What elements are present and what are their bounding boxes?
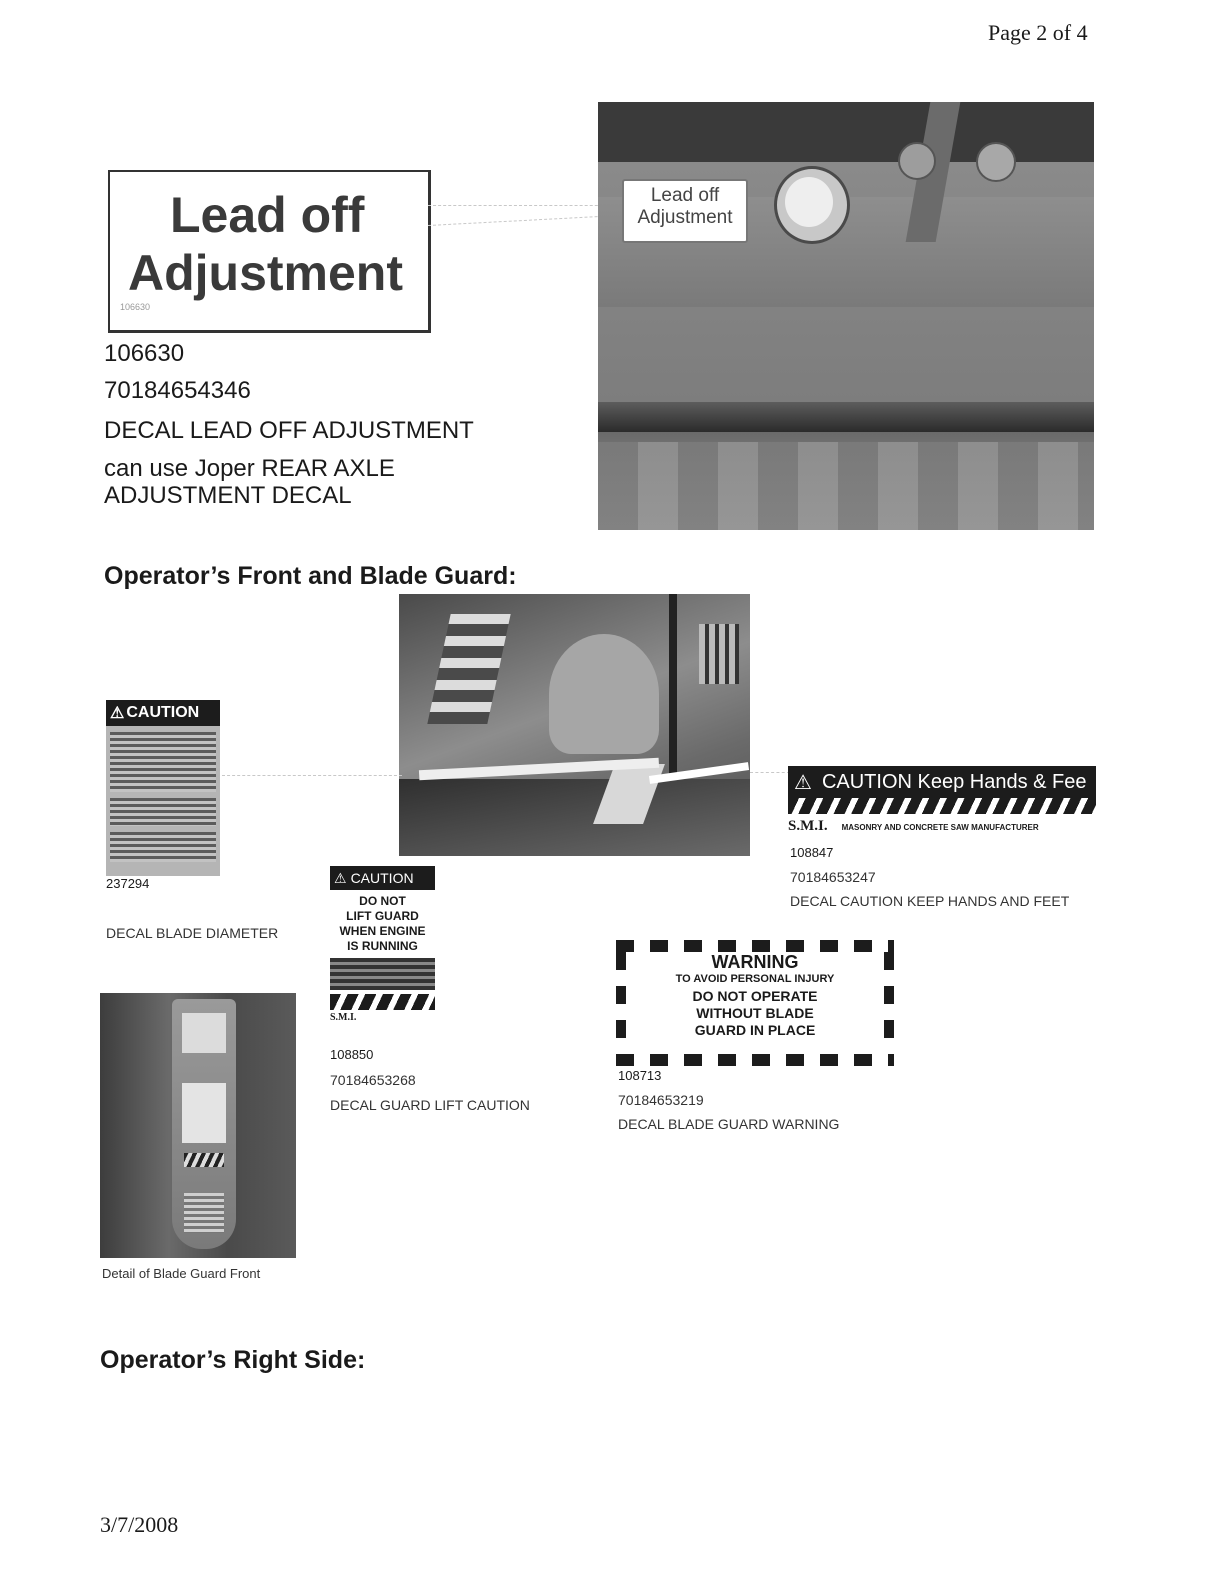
- blade-guard-warning-decal: [616, 940, 894, 1066]
- blade-guard-warning-upc: 70184653219: [618, 1092, 704, 1108]
- lead-off-photo-label-line2: Adjustment: [637, 207, 733, 228]
- guard-lift-upc: 70184653268: [330, 1072, 416, 1088]
- guard-lift-part-number: 108850: [330, 1047, 374, 1062]
- blade-guard-warning-line3: WITHOUT BLADE: [696, 1005, 814, 1021]
- section-title-right: Operator’s Right Side:: [100, 1346, 366, 1374]
- warning-triangle-icon: ⚠: [110, 705, 125, 722]
- keep-hands-brand: S.M.I.: [788, 818, 828, 834]
- guard-lift-line3: WHEN ENGINE: [339, 924, 426, 938]
- blade-diameter-decal: [106, 700, 220, 876]
- lead-off-photo-label-line1: Lead off: [650, 185, 720, 206]
- blade-diameter-part-number: 237294: [106, 876, 150, 891]
- keep-hands-upc: 70184653247: [790, 869, 876, 885]
- lead-off-note-line2: ADJUSTMENT DECAL: [104, 482, 352, 509]
- lead-off-part-number: 106630: [104, 340, 185, 367]
- guard-lift-decal: [330, 866, 435, 1044]
- keep-hands-description: DECAL CAUTION KEEP HANDS AND FEET: [790, 893, 1070, 909]
- blade-guard-photo: [399, 594, 750, 856]
- blade-guard-detail-photo: [100, 993, 296, 1258]
- keep-hands-decal-header: CAUTION Keep Hands & Fee: [821, 770, 1087, 793]
- lead-off-decal: [108, 170, 431, 333]
- blade-guard-warning-line2: DO NOT OPERATE: [692, 988, 818, 1004]
- lead-off-decal-line1: Lead off: [170, 187, 365, 243]
- warning-triangle-icon: ⚠: [794, 771, 812, 794]
- lead-off-upc: 70184654346: [104, 377, 251, 404]
- guard-lift-brand: S.M.I.: [330, 1012, 357, 1023]
- warning-triangle-icon: ⚠: [334, 869, 347, 886]
- blade-diameter-description: DECAL BLADE DIAMETER: [106, 925, 279, 941]
- guard-lift-decal-header: CAUTION: [350, 870, 414, 886]
- blade-guard-warning-description: DECAL BLADE GUARD WARNING: [618, 1116, 840, 1132]
- lead-off-description: DECAL LEAD OFF ADJUSTMENT: [104, 417, 474, 444]
- keep-hands-decal: [788, 766, 1096, 840]
- blade-guard-detail-caption: Detail of Blade Guard Front: [102, 1266, 261, 1281]
- keep-hands-maker: MASONRY AND CONCRETE SAW MANUFACTURER: [841, 823, 1039, 832]
- lead-off-decal-small: 106630: [120, 302, 151, 312]
- lead-off-note-line1: can use Joper REAR AXLE: [104, 455, 395, 482]
- guard-lift-line1: DO NOT: [359, 894, 406, 908]
- blade-guard-warning-title: WARNING: [711, 952, 799, 972]
- lead-off-decal-line2: Adjustment: [128, 245, 403, 301]
- lead-off-photo: [598, 102, 1094, 530]
- page-number: Page 2 of 4: [988, 20, 1088, 45]
- blade-guard-warning-part-number: 108713: [618, 1068, 662, 1083]
- blade-guard-warning-line4: GUARD IN PLACE: [694, 1022, 816, 1038]
- guard-lift-description: DECAL GUARD LIFT CAUTION: [330, 1097, 530, 1113]
- blade-guard-warning-line1: TO AVOID PERSONAL INJURY: [675, 973, 835, 985]
- guard-lift-line2: LIFT GUARD: [346, 909, 419, 923]
- section-title-front: Operator’s Front and Blade Guard:: [104, 562, 517, 590]
- keep-hands-part-number: 108847: [790, 845, 834, 860]
- page-date: 3/7/2008: [100, 1512, 179, 1537]
- blade-diameter-decal-header: CAUTION: [126, 704, 200, 721]
- guard-lift-line4: IS RUNNING: [347, 939, 418, 953]
